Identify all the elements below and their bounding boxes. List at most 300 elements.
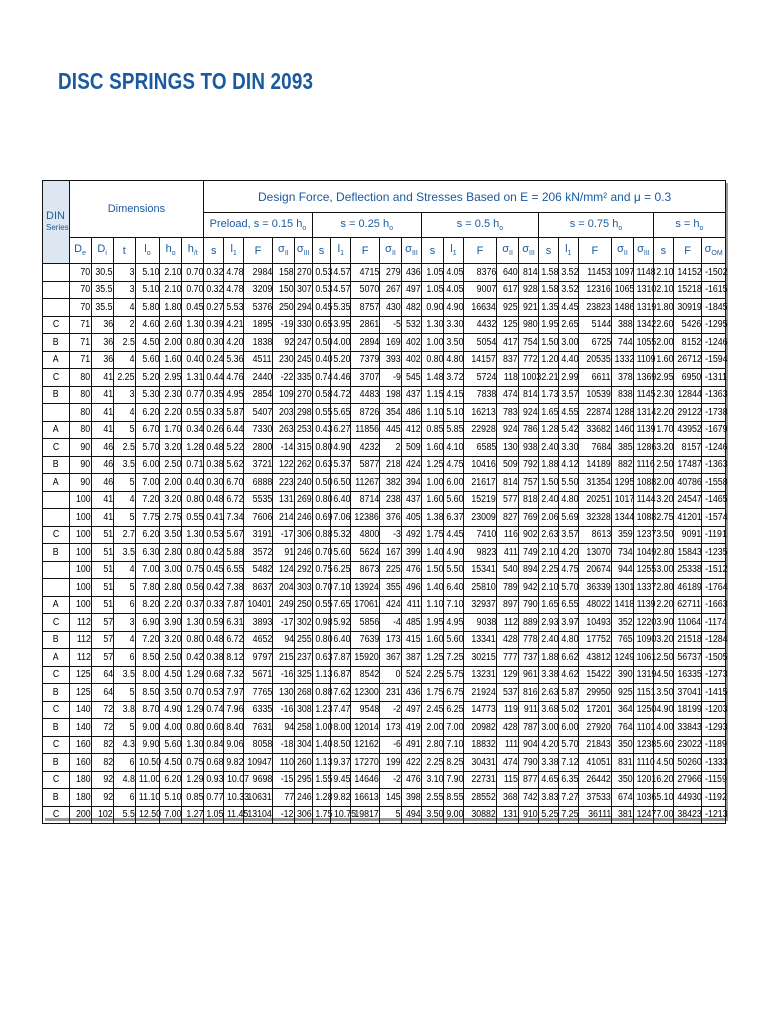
cell-value: 0.65 (314, 319, 333, 331)
table-cell (204, 264, 224, 282)
table-cell (634, 509, 657, 527)
table-cell (421, 754, 443, 772)
table-cell (91, 421, 113, 439)
cell-value: 37041 (677, 686, 702, 698)
cell-value: 5.36 (226, 354, 244, 366)
table-cell (702, 509, 729, 527)
table-cell (69, 386, 91, 404)
cell-value: 437 (406, 389, 421, 401)
cell-value: 5.75 (446, 669, 464, 681)
cell-value: 1310 (636, 284, 657, 296)
table-cell (539, 666, 559, 684)
table-cell (578, 421, 611, 439)
table-cell (673, 684, 702, 702)
cell-value: 5671 (252, 669, 272, 681)
cell-value: 298 (296, 406, 312, 418)
table-cell (272, 771, 294, 789)
table-cell (69, 736, 91, 754)
table-cell (702, 421, 729, 439)
table-cell (539, 771, 559, 789)
table-cell (578, 264, 611, 282)
table-cell (611, 544, 633, 562)
group4-col-header-4-subscript: II (623, 250, 628, 258)
table-cell (634, 421, 654, 439)
table-cell (379, 579, 401, 597)
cell-value: 5144 (591, 319, 611, 331)
cell-value: 30215 (471, 651, 497, 663)
cell-value: 32937 (471, 599, 497, 611)
cell-value: 368 (503, 791, 519, 803)
table-cell (204, 736, 224, 754)
cell-value: 41051 (586, 756, 611, 768)
table-row (43, 754, 726, 772)
table-cell (444, 736, 464, 754)
table-cell (611, 474, 633, 492)
cell-value: 0.88 (314, 686, 333, 698)
cell-value: 1.38 (425, 511, 444, 523)
cell-value: 787 (523, 721, 539, 733)
cell-value: 0.45 (186, 301, 204, 313)
table-row (43, 456, 726, 474)
table-cell (244, 649, 273, 667)
cell-value: 6950 (681, 371, 702, 383)
table-cell (224, 334, 244, 352)
cell-value: 204 (279, 581, 294, 593)
table-cell (312, 579, 331, 597)
table-cell (204, 789, 224, 807)
table-cell (519, 334, 539, 352)
cell-value: 1418 (614, 599, 635, 611)
cell-value: -1574 (705, 511, 729, 523)
cell-value: 11.00 (138, 774, 161, 786)
table-cell (611, 369, 633, 387)
table-cell (312, 404, 331, 422)
cell-value: C (53, 774, 60, 786)
cell-value: 0.80 (314, 634, 333, 646)
table-row (43, 526, 726, 544)
table-row (43, 544, 726, 562)
table-cell (379, 561, 401, 579)
cell-value: 112 (76, 651, 91, 663)
cell-value: 9.82 (226, 756, 244, 768)
cell-value: 71 (80, 319, 91, 331)
table-cell (224, 649, 244, 667)
cell-value: 15341 (471, 564, 497, 576)
cell-value: 41 (102, 371, 113, 383)
table-cell (539, 526, 559, 544)
cell-value: 3.90 (164, 616, 182, 628)
cell-value: 41 (102, 511, 113, 523)
table-cell (578, 456, 611, 474)
table-cell (204, 526, 224, 544)
cell-value: C (53, 809, 60, 821)
table-cell (558, 456, 578, 474)
cell-value: 43952 (677, 424, 702, 436)
cell-value: 12316 (586, 284, 611, 296)
cell-value: 744 (618, 336, 634, 348)
table-cell (673, 299, 702, 317)
group5-col-header-3-subscript: OM (711, 250, 723, 258)
table-cell (351, 474, 380, 492)
cell-value: 80 (80, 406, 91, 418)
cell-value: 8.12 (226, 651, 244, 663)
table-cell (634, 299, 657, 317)
cell-value: 1838 (252, 336, 272, 348)
cell-value: 12162 (354, 739, 380, 751)
table-cell (312, 369, 331, 387)
cell-value: -12 (281, 809, 294, 821)
table-cell (113, 666, 135, 684)
table-cell (539, 264, 559, 282)
group4-col-header-3-symbol: F (591, 244, 599, 257)
cell-value: 29122 (677, 406, 702, 418)
cell-value: 9091 (681, 529, 702, 541)
table-cell (379, 369, 401, 387)
table-cell (634, 596, 654, 614)
table-row (43, 579, 726, 597)
cell-value: 6888 (252, 476, 272, 488)
table-cell (182, 596, 204, 614)
cell-value: 294 (296, 301, 312, 313)
group2-col-header-2-subscript: 1 (340, 250, 344, 258)
table-cell (653, 719, 673, 737)
cell-value: 118 (504, 371, 519, 383)
cell-value: 200 (75, 809, 91, 821)
cell-value: 112 (76, 616, 91, 628)
cell-value: 355 (386, 581, 402, 593)
group1-col-header-1 (204, 238, 224, 264)
table-cell (444, 386, 464, 404)
table-cell (611, 754, 633, 772)
table-cell (702, 334, 729, 352)
deflection-group-4 (539, 213, 654, 238)
cell-value: 51 (102, 581, 113, 593)
table-cell (135, 719, 159, 737)
cell-value: 2.5 (122, 336, 135, 348)
cell-value: 4.90 (446, 301, 464, 313)
cell-value: 1109 (636, 354, 656, 366)
cell-value: -1273 (705, 669, 729, 681)
cell-value: 0.45 (206, 564, 224, 576)
cell-value: 3.20 (656, 634, 674, 646)
cell-value: 0.42 (206, 546, 224, 558)
cell-value: 303 (296, 581, 312, 593)
cell-value: 3.97 (561, 616, 579, 628)
dim-col-header-6 (182, 238, 204, 264)
table-cell (204, 439, 224, 457)
cell-value: 7.87 (226, 599, 244, 611)
cell-value: 7.96 (226, 704, 244, 716)
cell-value: 8.55 (446, 791, 464, 803)
table-cell (519, 456, 539, 474)
table-cell (421, 561, 443, 579)
cell-value: 4.60 (141, 319, 160, 331)
cell-value: 2.10 (656, 266, 674, 278)
cell-value: 180 (75, 774, 91, 786)
table-cell (135, 579, 159, 597)
cell-value: 354 (386, 406, 402, 418)
cell-value: 1344 (614, 511, 635, 523)
table-cell (497, 526, 519, 544)
cell-value: 5535 (252, 494, 272, 506)
table-cell (634, 439, 657, 457)
cell-value: 5.10 (656, 791, 674, 803)
cell-value: 5.87 (226, 406, 244, 418)
table-cell (135, 754, 159, 772)
table-cell (244, 614, 273, 632)
table-cell (519, 561, 539, 579)
table-cell (497, 316, 519, 334)
cell-value: 20535 (586, 354, 611, 366)
table-cell (379, 596, 401, 614)
table-cell (558, 631, 578, 649)
cell-value: 51 (102, 546, 113, 558)
deflection-group-label: s = 0.25 h (340, 217, 390, 230)
table-cell (113, 281, 135, 299)
table-cell (113, 299, 135, 317)
table-cell (634, 404, 657, 422)
table-cell (653, 369, 673, 387)
table-cell (634, 701, 657, 719)
table-cell (578, 299, 611, 317)
table-cell (421, 614, 443, 632)
table-cell (294, 561, 312, 579)
cell-value: 5.92 (333, 616, 351, 628)
cell-value: 7.20 (141, 634, 160, 646)
cell-value: 115 (504, 774, 519, 786)
cell-value: B (53, 721, 60, 733)
cell-value: 48022 (586, 599, 611, 611)
table-cell (312, 754, 331, 772)
cell-value: 0.84 (206, 739, 224, 751)
table-cell (702, 526, 728, 544)
table-cell (224, 509, 244, 527)
cell-value: 1.10 (425, 599, 444, 611)
cell-value: 6 (129, 651, 135, 663)
table-cell (331, 596, 351, 614)
table-cell (519, 439, 539, 457)
table-cell (402, 474, 422, 492)
table-cell (421, 334, 443, 352)
cell-value: 6 (129, 791, 135, 803)
table-cell (351, 456, 380, 474)
cell-value: 16335 (677, 669, 702, 681)
cell-value: 5.20 (141, 371, 160, 383)
table-cell (91, 666, 113, 684)
cell-value: 6.70 (226, 476, 244, 488)
table-cell (634, 649, 657, 667)
cell-value: 4.78 (226, 284, 244, 296)
table-cell (160, 491, 182, 509)
cell-value: 30919 (677, 301, 702, 313)
table-cell (539, 579, 559, 597)
cell-value: 3.00 (561, 336, 579, 348)
table-cell (673, 806, 702, 824)
table-cell (539, 719, 559, 737)
cell-value: 3.52 (561, 284, 579, 296)
cell-value: 2.20 (164, 406, 182, 418)
table-cell (272, 526, 294, 544)
table-cell (402, 736, 422, 754)
table-cell (444, 421, 464, 439)
group1-col-header-4-subscript: II (284, 250, 289, 258)
cell-value: 51 (102, 529, 113, 541)
table-cell (351, 649, 380, 667)
table-cell (653, 579, 673, 597)
cell-value: 5.53 (226, 301, 244, 313)
table-cell (702, 719, 729, 737)
table-cell (421, 701, 443, 719)
table-cell (421, 474, 443, 492)
cell-value: 31354 (586, 476, 611, 488)
table-cell (204, 421, 224, 439)
cell-value: -1512 (705, 564, 729, 576)
cell-value: 7.34 (226, 511, 244, 523)
cell-value: 240 (296, 476, 312, 488)
table-cell (294, 351, 312, 369)
cell-value: 173 (386, 721, 402, 733)
table-cell (160, 369, 182, 387)
table-cell (204, 281, 224, 299)
table-cell (463, 474, 496, 492)
cell-value: 5.37 (333, 459, 351, 471)
cell-value: -19 (281, 319, 294, 331)
series-cell (43, 421, 70, 439)
cell-value: 1.48 (425, 371, 444, 383)
cell-value: 2.80 (164, 581, 182, 593)
group1-col-header-3 (244, 238, 273, 264)
table-cell (634, 316, 657, 334)
table-cell (702, 386, 729, 404)
cell-value: 215 (279, 651, 294, 663)
cell-value: 1.30 (186, 739, 204, 751)
group3-col-header-4 (497, 238, 519, 264)
table-cell (91, 456, 113, 474)
table-cell (331, 334, 351, 352)
deflection-group-subscript: o (389, 225, 394, 233)
table-cell (160, 561, 182, 579)
cell-value: 0.75 (186, 756, 204, 768)
table-cell (497, 719, 519, 737)
cell-value: 2.63 (541, 529, 559, 541)
table-cell (539, 544, 559, 562)
cell-value: 15843 (677, 546, 702, 558)
table-cell (312, 736, 331, 754)
cell-value: 388 (618, 319, 634, 331)
table-cell (653, 561, 673, 579)
table-cell (421, 456, 443, 474)
cell-value: 28552 (471, 791, 497, 803)
cell-value: 80 (80, 389, 91, 401)
table-cell (497, 631, 519, 649)
table-cell (444, 439, 464, 457)
table-cell (204, 404, 224, 422)
cell-value: 5.80 (141, 301, 160, 313)
cell-value: 46 (102, 441, 113, 453)
table-cell (634, 806, 657, 824)
cell-value: 2.25 (541, 564, 559, 576)
table-cell (402, 526, 422, 544)
table-cell (421, 351, 443, 369)
cell-value: 789 (503, 581, 519, 593)
cell-value: 2861 (359, 319, 379, 331)
table-cell (444, 474, 464, 492)
table-cell (160, 299, 182, 317)
cell-value: 46189 (677, 581, 702, 593)
table-row (43, 491, 726, 509)
table-cell (519, 614, 539, 632)
cell-value: 0.68 (206, 756, 224, 768)
table-cell (653, 701, 673, 719)
table-cell (204, 561, 224, 579)
table-cell (578, 334, 611, 352)
cell-value: 1049 (636, 546, 657, 558)
table-cell (634, 351, 654, 369)
table-cell (244, 701, 273, 719)
table-cell (379, 334, 401, 352)
cell-value: 302 (296, 616, 312, 628)
table-cell (497, 771, 519, 789)
table-cell (539, 474, 559, 492)
cell-value: 7.38 (226, 581, 244, 593)
table-cell (653, 806, 673, 824)
table-cell (204, 754, 224, 772)
table-cell (69, 666, 91, 684)
table-cell (519, 526, 539, 544)
table-cell (294, 439, 312, 457)
cell-value: 0.71 (186, 459, 204, 471)
cell-value: 889 (523, 616, 539, 628)
table-cell (272, 684, 294, 702)
table-cell (204, 491, 224, 509)
group1-col-header-5 (294, 238, 312, 264)
dim-col-header-6-symbol: h (187, 243, 194, 256)
table-cell (312, 789, 331, 807)
table-cell (519, 789, 539, 807)
table-cell (272, 596, 294, 614)
cell-value: 72 (102, 721, 113, 733)
table-cell (331, 316, 351, 334)
cell-value: 742 (523, 791, 539, 803)
cell-value: 130 (279, 686, 294, 698)
cell-value: 0.80 (314, 494, 333, 506)
cell-value: -1505 (705, 651, 729, 663)
deflection-group-subscript: o (618, 225, 623, 233)
table-cell (113, 736, 135, 754)
cell-value: 0.85 (425, 424, 444, 436)
table-cell (294, 316, 312, 334)
table-cell (160, 264, 182, 282)
table-cell (91, 806, 113, 824)
table-cell (539, 281, 559, 299)
table-cell (421, 491, 443, 509)
table-cell (69, 526, 91, 544)
cell-value: 910 (523, 809, 539, 821)
cell-value: 5.50 (446, 564, 464, 576)
table-cell (497, 806, 519, 824)
table-cell (113, 771, 135, 789)
cell-value: 6.35 (561, 774, 579, 786)
cell-value: 119 (504, 704, 519, 716)
cell-value: 15219 (471, 494, 497, 506)
cell-value: 51 (102, 564, 113, 576)
table-cell (653, 754, 673, 772)
table-cell (91, 334, 113, 352)
cell-value: 1.70 (656, 424, 674, 436)
cell-value: 2.55 (425, 791, 444, 803)
table-cell (331, 736, 351, 754)
cell-value: 2.80 (656, 581, 674, 593)
